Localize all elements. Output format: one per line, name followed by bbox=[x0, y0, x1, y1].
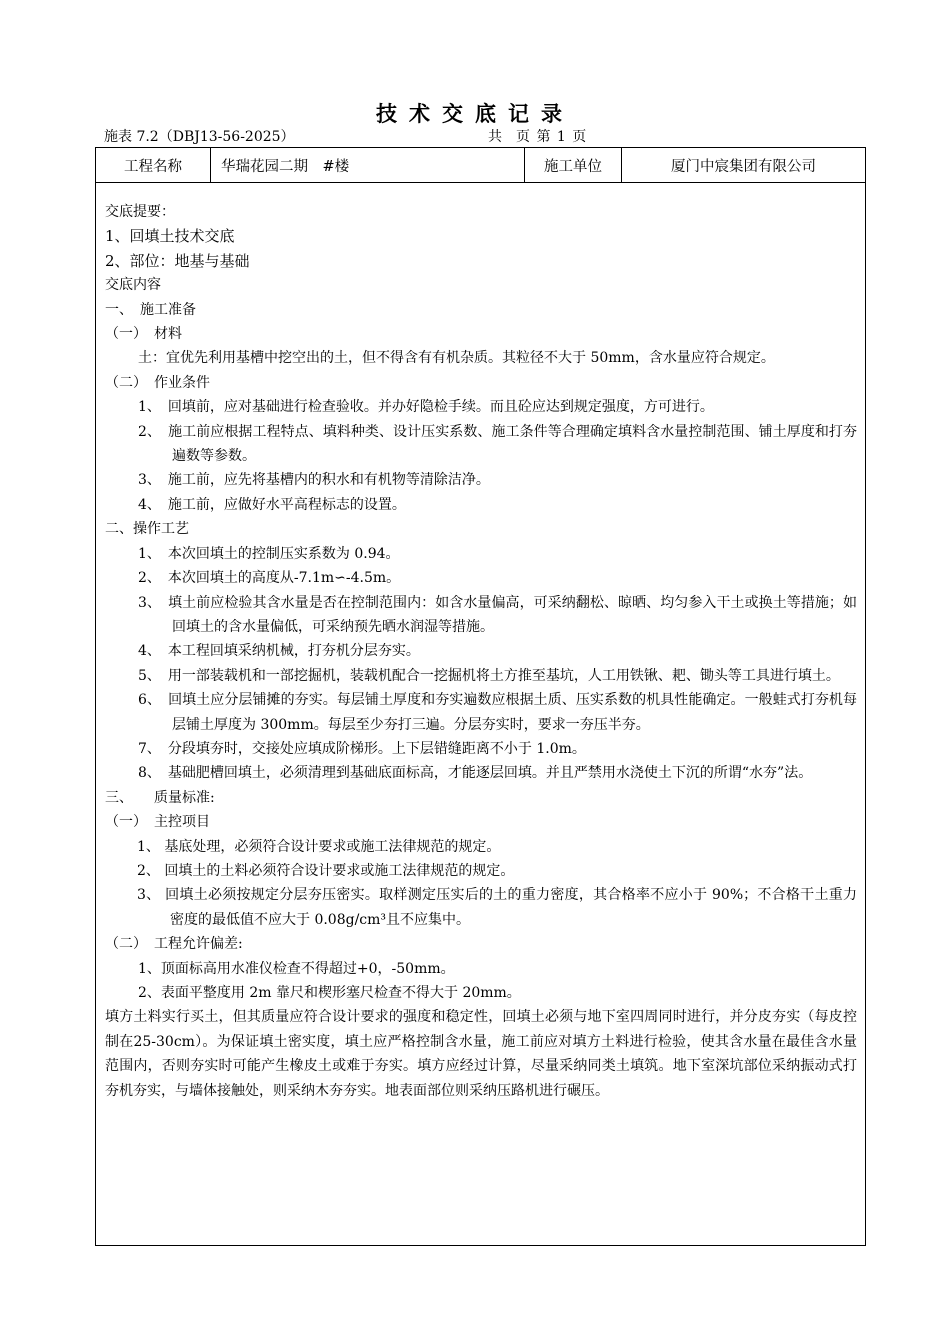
section-1-title: 一、 施工准备 bbox=[105, 301, 196, 318]
section-3-title: 三、 质量标准: bbox=[105, 789, 215, 806]
summary-item-2: 2、部位：地基与基础 bbox=[105, 251, 250, 270]
process-item-3: 3、 填土前应检验其含水量是否在控制范围内：如含水量偏高，可采纳翻松、晾晒、均匀参入干土或换土等措施；如回填土的含水量偏低，可采纳预先晒水润湿等措施。 bbox=[138, 594, 857, 635]
page-count: 共 页 第 1 页 bbox=[488, 129, 587, 145]
project-name-value: 华瑞花园二期 #楼 bbox=[211, 148, 525, 183]
project-name-label: 工程名称 bbox=[96, 148, 211, 183]
section-3-2-title: （二） 工程允许偏差: bbox=[105, 936, 243, 953]
work-condition-3: 3、 施工前，应先将基槽内的积水和有机物等清除洁净。 bbox=[138, 472, 490, 489]
process-item-1: 1、 本次回填土的控制压实系数为 0.94。 bbox=[138, 545, 400, 562]
document-title: 技术交底记录 bbox=[376, 101, 574, 126]
control-item-1: 1、 基底处理，必须符合设计要求或施工法律规范的规定。 bbox=[137, 838, 501, 855]
section-1-2-title: （二） 作业条件 bbox=[105, 374, 210, 391]
process-item-5: 5、 用一部装载机和一部挖掘机，装载机配合一挖掘机将土方推至基坑，人工用铁锹、耙、锄头等工具进行填土。 bbox=[138, 667, 840, 684]
summary-item-1: 1、回填土技术交底 bbox=[105, 227, 235, 246]
construction-unit-value: 厦门中宸集团有限公司 bbox=[622, 148, 866, 183]
section-3-1-title: （一） 主控项目 bbox=[105, 814, 210, 831]
disclosure-content bbox=[105, 200, 857, 1103]
process-item-8: 8、 基础肥槽回填土，必须清理到基础底面标高，才能逐层回填。并且严禁用水浇使土下沉的所谓“水夯”法。 bbox=[138, 765, 813, 782]
section-1-1-title: （一） 材料 bbox=[105, 326, 182, 343]
section-2-title: 二、操作工艺 bbox=[105, 521, 189, 538]
control-item-2: 2、 回填土的土料必须符合设计要求或施工法律规范的规定。 bbox=[137, 862, 515, 879]
control-item-3: 3、 回填土必须按规定分层夯压密实。取样测定压实后的土的重力密度，其合格率不应小于 90%；不合格干土重力密度的最低值不应大于 0.08g/cm³且不应集中。 bbox=[137, 887, 857, 928]
process-item-4: 4、 本工程回填采纳机械，打夯机分层夯实。 bbox=[138, 643, 420, 660]
work-condition-4: 4、 施工前，应做好水平高程标志的设置。 bbox=[138, 496, 406, 513]
closing-paragraph: 填方土料实行买土，但其质量应符合设计要求的强度和稳定性，回填土必须与地下室四周同时进行，并分皮夯实（每皮控制在25-30cm）。为保证填土密实度，填土应严格控制含水量，施工前应对填方土料进行检验，使其含水量在最佳含水量范围内，否则夯实时可能产生橡皮土或难于夯实。填方应经过计算，尽量采纳同类土填筑。地下室深坑部位采纳振动式打夯机夯实，与墙体接触处，则采纳木夯夯实。地表面部位则采纳压路机进行碾压。 bbox=[105, 1009, 857, 1099]
process-item-7: 7、 分段填夯时，交接处应填成阶梯形。上下层错缝距离不小于 1.0m。 bbox=[138, 740, 586, 757]
tolerance-item-1: 1、顶面标高用水准仪检查不得超过+0，-50mm。 bbox=[138, 960, 455, 977]
tolerance-item-2: 2、表面平整度用 2m 靠尺和楔形塞尺检查不得大于 20mm。 bbox=[138, 985, 521, 1001]
process-item-6: 6、 回填土应分层铺摊的夯实。每层铺土厚度和夯实遍数应根据土质、压实系数的机具性能确定。一般蛙式打夯机每层铺土厚度为 300mm。每层至少夯打三遍。分层夯实时，要求一夯压半夯。 bbox=[138, 692, 857, 733]
form-number: 施表 7.2（DBJ13-56-2025） bbox=[104, 129, 295, 145]
work-condition-1: 1、 回填前，应对基础进行检查验收。并办好隐检手续。而且砼应达到规定强度，方可进行。 bbox=[138, 399, 714, 416]
content-title: 交底内容 bbox=[105, 277, 161, 294]
header-table bbox=[95, 147, 866, 183]
construction-unit-label: 施工单位 bbox=[525, 148, 622, 183]
work-condition-2: 2、 施工前应根据工程特点、填料种类、设计压实系数、施工条件等合理确定填料含水量控制范围、铺土厚度和打夯遍数等参数。 bbox=[138, 423, 857, 465]
process-item-2: 2、 本次回填土的高度从-7.1m∽-4.5m。 bbox=[138, 570, 401, 587]
summary-title: 交底提要： bbox=[105, 204, 175, 220]
materials-text: 土：宜优先利用基槽中挖空出的土，但不得含有有机杂质。其粒径不大于 50mm，含水量应符合规定。 bbox=[138, 350, 775, 367]
